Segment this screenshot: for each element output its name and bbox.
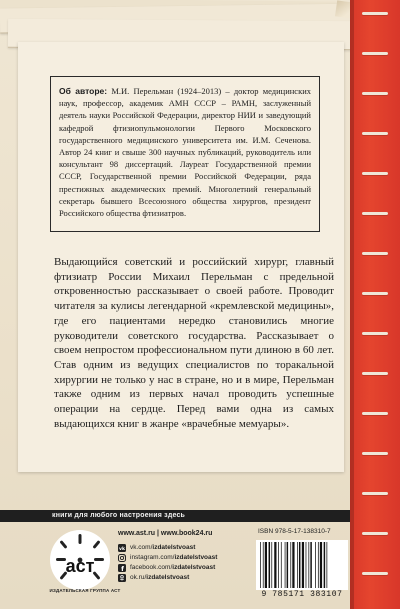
- contact-handle: izdatelstvoast: [152, 544, 196, 551]
- tagline-text: книги для любого настроения здесь: [52, 512, 186, 519]
- stitch-mark: [362, 12, 388, 15]
- stitch-mark: [362, 532, 388, 535]
- contact-handle: izdatelstvoast: [174, 554, 218, 561]
- stitch-mark: [362, 172, 388, 175]
- stitch-mark: [362, 492, 388, 495]
- stitch-mark: [362, 452, 388, 455]
- about-author-box: [50, 76, 320, 232]
- ast-logo-text: аст: [65, 556, 95, 576]
- stitch-mark: [362, 292, 388, 295]
- contact-prefix: instagram.com/: [130, 554, 175, 561]
- stitch-mark: [362, 212, 388, 215]
- ast-logo-icon: [48, 528, 112, 592]
- book-blurb: Выдающийся советский и российский хирург, главный фтизиатр России Михаил Перельман с предельной откровенностью рассказывает о своей работе. Проводит читателя за кулисы легендарной «кремлевской медицины», где его пациентами нередко становились многие руководители советского государства. Рассказывает о своем непростом профессиональном пути длиною в 60 лет. Став одним из ведущих специалистов по торакальной хирургии не только у нас в стране, но и в мире, Перельман также одним из первых начал проводить успешные операции на сердце. Перед вами одна из самых выдающихся книг в жанре «врачебные мемуары».: [54, 256, 334, 430]
- odnoklassniki-icon: [118, 574, 126, 582]
- contact-prefix: vk.com/: [130, 544, 153, 551]
- instagram-icon: [118, 554, 126, 562]
- stitch-mark: [362, 52, 388, 55]
- contact-prefix: ok.ru/: [130, 574, 147, 581]
- stitch-mark: [362, 372, 388, 375]
- publisher-contacts: [118, 530, 217, 583]
- contact-row-odnoklassniki[interactable]: [118, 573, 217, 583]
- stitch-mark: [362, 332, 388, 335]
- stitch-mark: [362, 252, 388, 255]
- isbn-label: ISBN 978-5-17-138310-7: [258, 528, 331, 535]
- svg-text:vk: vk: [119, 547, 125, 552]
- about-author-body: М.И. Перельман (1924–2013) – доктор медицинских наук, профессор, академик АМН СССР – РАМН, заслуженный деятель науки Российской Федерации, директор НИИ и заведующий кафедрой фтизиопульмонологии Первого Московского государственного медицинского университета им. И.М. Сеченова. Автор 24 книг и свыше 300 научных публикаций, руководитель или консультант 98 диссертаций. Лауреат Государственной премии СССР, Государственной премии Российской Федерации, ряда престижных академических премий. Многолетний генеральный секретарь бывшего Всесоюзного общества хирургов, президент Российского общества фтизиатров.: [59, 86, 311, 219]
- barcode-icon: [256, 540, 348, 590]
- contact-row-facebook[interactable]: [118, 563, 217, 573]
- contact-row-vk[interactable]: [118, 543, 217, 553]
- vk-icon: [118, 544, 126, 552]
- facebook-icon: [118, 564, 126, 572]
- red-spine-band: [350, 0, 400, 609]
- contact-handle: izdatelstvoast: [146, 574, 190, 581]
- stitch-mark: [362, 92, 388, 95]
- contact-row-instagram[interactable]: [118, 553, 217, 563]
- publisher-website[interactable]: www.ast.ru | www.book24.ru: [118, 530, 213, 537]
- barcode-digits: 9 785171 383107: [261, 590, 343, 599]
- stitch-mark: [362, 132, 388, 135]
- stitch-mark: [362, 412, 388, 415]
- contact-prefix: facebook.com/: [130, 564, 173, 571]
- about-author-heading: Об авторе:: [59, 86, 108, 96]
- publisher-caption: ИЗДАТЕЛЬСКАЯ ГРУППА АСТ: [49, 588, 121, 593]
- contact-handle: izdatelstvoast: [172, 564, 216, 571]
- stitch-mark: [362, 572, 388, 575]
- svg-text:f: f: [121, 565, 125, 572]
- about-author-text: [59, 85, 311, 219]
